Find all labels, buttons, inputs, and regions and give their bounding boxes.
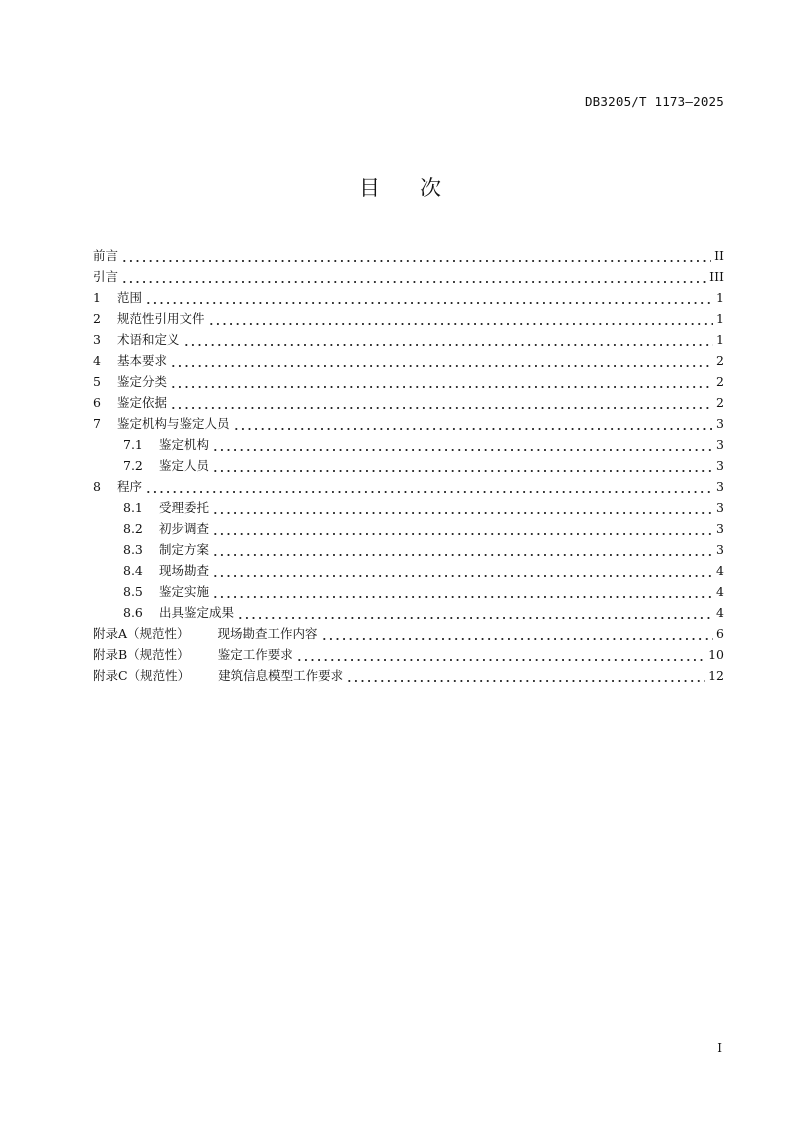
toc-entry-label: 出具鉴定成果 bbox=[159, 605, 235, 620]
toc-entry-page: 2 bbox=[716, 353, 724, 368]
dot-leader bbox=[183, 329, 713, 350]
toc-entry-label: 鉴定实施 bbox=[159, 584, 210, 599]
toc-entry-label: 范围 bbox=[117, 290, 143, 305]
toc-entry-number: 7 bbox=[93, 416, 101, 431]
toc-entry-number: 8 bbox=[93, 479, 101, 494]
toc-entry-page: 1 bbox=[716, 332, 724, 347]
dot-leader bbox=[212, 455, 713, 476]
toc-entry-appendix-tag: 附录C（规范性） bbox=[93, 668, 191, 683]
dot-leader bbox=[145, 476, 713, 497]
toc-entry-number: 1 bbox=[93, 290, 101, 305]
toc-entry-page: III bbox=[709, 269, 724, 284]
toc-entry[interactable] bbox=[93, 665, 724, 686]
toc-entry-label: 基本要求 bbox=[117, 353, 168, 368]
toc-entry-label: 鉴定工作要求 bbox=[217, 647, 293, 662]
toc-entry-label: 规范性引用文件 bbox=[117, 311, 205, 326]
dot-leader bbox=[212, 434, 713, 455]
page-title: 目次 bbox=[359, 176, 481, 200]
toc-entry[interactable] bbox=[93, 539, 724, 560]
toc-entry-label: 引言 bbox=[93, 269, 119, 284]
toc-entry[interactable] bbox=[93, 623, 724, 644]
dot-leader bbox=[212, 539, 713, 560]
toc-entry-label: 制定方案 bbox=[159, 542, 210, 557]
dot-leader bbox=[212, 518, 713, 539]
dot-leader bbox=[212, 581, 713, 602]
toc-entry-page: 1 bbox=[716, 311, 724, 326]
toc-entry-page: 3 bbox=[716, 416, 724, 431]
toc-entry-page: 3 bbox=[716, 542, 724, 557]
toc-entry-label: 初步调查 bbox=[159, 521, 210, 536]
dot-leader bbox=[233, 413, 713, 434]
toc-entry[interactable] bbox=[93, 329, 724, 350]
toc-entry-page: 4 bbox=[716, 584, 724, 599]
toc-entry-page: 4 bbox=[716, 605, 724, 620]
toc-entry-number: 7.1 bbox=[123, 437, 143, 452]
toc-entry-page: 4 bbox=[716, 563, 724, 578]
toc-entry-number: 8.3 bbox=[123, 542, 143, 557]
dot-leader bbox=[208, 308, 713, 329]
dot-leader bbox=[170, 371, 713, 392]
toc-entry-page: 12 bbox=[708, 668, 724, 683]
toc-entry[interactable] bbox=[93, 266, 724, 287]
toc-entry-label: 术语和定义 bbox=[117, 332, 180, 347]
toc-entry-page: 2 bbox=[716, 374, 724, 389]
dot-leader bbox=[212, 497, 713, 518]
toc-entry[interactable] bbox=[93, 518, 724, 539]
dot-leader bbox=[121, 266, 706, 287]
toc-entry-label: 鉴定分类 bbox=[117, 374, 168, 389]
toc-entry[interactable] bbox=[93, 497, 724, 518]
toc-entry-appendix-tag: 附录B（规范性） bbox=[93, 647, 190, 662]
dot-leader bbox=[296, 644, 705, 665]
toc-entry[interactable] bbox=[93, 413, 724, 434]
toc-entry-label: 受理委托 bbox=[159, 500, 210, 515]
toc-entry-number: 6 bbox=[93, 395, 101, 410]
toc-entry-number: 7.2 bbox=[123, 458, 143, 473]
page-number: I bbox=[717, 1041, 722, 1055]
toc-entry-label: 鉴定依据 bbox=[117, 395, 168, 410]
toc-entry[interactable] bbox=[93, 434, 724, 455]
toc-entry-page: 2 bbox=[716, 395, 724, 410]
toc-entry[interactable] bbox=[93, 560, 724, 581]
toc-entry[interactable] bbox=[93, 602, 724, 623]
toc-entry-number: 2 bbox=[93, 311, 101, 326]
toc-entry-number: 8.5 bbox=[123, 584, 143, 599]
toc-entry-page: 1 bbox=[716, 290, 724, 305]
document-number: DB3205/T 1173—2025 bbox=[584, 94, 724, 109]
toc-entry[interactable] bbox=[93, 350, 724, 371]
toc-entry-label: 现场勘查工作内容 bbox=[217, 626, 318, 641]
toc-entry[interactable] bbox=[93, 644, 724, 665]
toc-entry[interactable] bbox=[93, 287, 724, 308]
toc-entry-label: 程序 bbox=[117, 479, 143, 494]
toc-entry-page: 6 bbox=[716, 626, 724, 641]
toc-entry[interactable] bbox=[93, 392, 724, 413]
dot-leader bbox=[121, 245, 711, 266]
dot-leader bbox=[145, 287, 713, 308]
dot-leader bbox=[170, 392, 713, 413]
toc-entry-page: 10 bbox=[708, 647, 724, 662]
toc-entry-number: 3 bbox=[93, 332, 101, 347]
toc-entry-number: 8.6 bbox=[123, 605, 143, 620]
toc-entry[interactable] bbox=[93, 476, 724, 497]
toc-entry-label: 前言 bbox=[93, 248, 119, 263]
table-of-contents bbox=[93, 245, 724, 686]
toc-entry[interactable] bbox=[93, 371, 724, 392]
toc-entry-label: 鉴定人员 bbox=[159, 458, 210, 473]
toc-entry-number: 8.4 bbox=[123, 563, 143, 578]
toc-entry-label: 现场勘查 bbox=[159, 563, 210, 578]
dot-leader bbox=[170, 350, 713, 371]
toc-entry-label: 鉴定机构 bbox=[159, 437, 210, 452]
dot-leader bbox=[212, 560, 713, 581]
toc-entry-page: 3 bbox=[716, 521, 724, 536]
toc-entry-label: 鉴定机构与鉴定人员 bbox=[117, 416, 230, 431]
toc-entry-number: 8.2 bbox=[123, 521, 143, 536]
dot-leader bbox=[237, 602, 713, 623]
toc-entry-appendix-tag: 附录A（规范性） bbox=[93, 626, 190, 641]
toc-entry[interactable] bbox=[93, 308, 724, 329]
toc-entry-page: 3 bbox=[716, 500, 724, 515]
toc-entry-number: 4 bbox=[93, 353, 101, 368]
toc-entry-page: II bbox=[714, 248, 724, 263]
dot-leader bbox=[346, 665, 705, 686]
toc-entry-page: 3 bbox=[716, 437, 724, 452]
toc-entry-label: 建筑信息模型工作要求 bbox=[218, 668, 344, 683]
toc-entry[interactable] bbox=[93, 581, 724, 602]
toc-entry-page: 3 bbox=[716, 458, 724, 473]
toc-entry[interactable] bbox=[93, 245, 724, 266]
toc-entry-number: 8.1 bbox=[123, 500, 143, 515]
toc-entry-number: 5 bbox=[93, 374, 101, 389]
toc-entry[interactable] bbox=[93, 455, 724, 476]
dot-leader bbox=[321, 623, 713, 644]
toc-entry-page: 3 bbox=[716, 479, 724, 494]
